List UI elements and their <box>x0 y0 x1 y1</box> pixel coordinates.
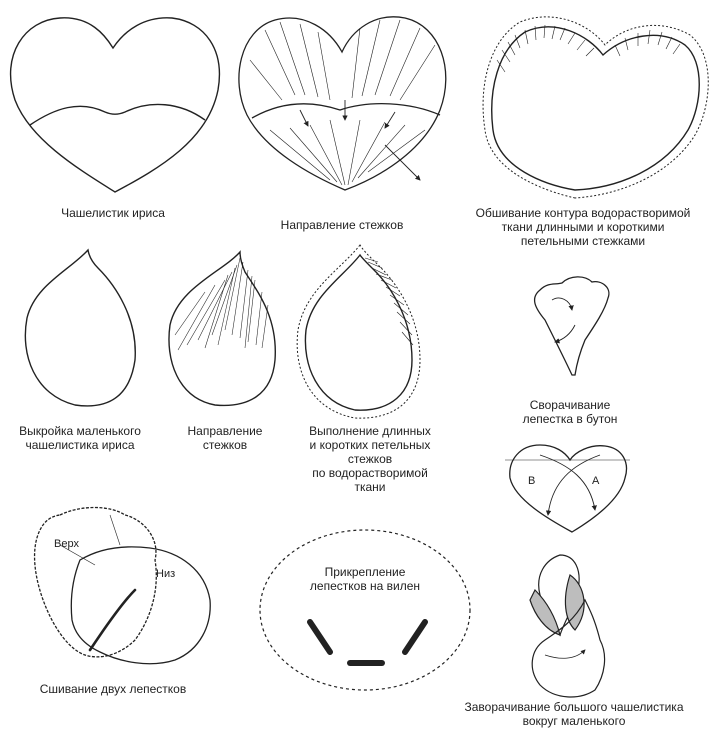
caption-attaching-petals <box>295 565 435 593</box>
label-bottom: Низ <box>156 568 176 580</box>
caption-line: Заворачивание большого чашелистика <box>464 700 684 714</box>
caption-bud-folding <box>500 398 640 426</box>
caption-line: лепестка в бутон <box>522 412 618 426</box>
caption-line: ткани длинными и короткими <box>501 220 665 234</box>
attaching-petals-oval <box>260 530 470 690</box>
caption-small-sepal-pattern <box>2 424 158 452</box>
caption-line: Направление стежков <box>280 218 404 232</box>
caption-stitch-direction-top <box>262 218 422 232</box>
iris-sepal-shape <box>11 18 220 192</box>
caption-line: стежков <box>202 438 248 452</box>
caption-line: Прикрепление <box>324 565 406 579</box>
ab-fold-heart <box>505 445 630 532</box>
small-sepal-stitch-shape <box>169 252 275 405</box>
caption-edge-overcasting <box>452 206 714 248</box>
caption-stitch-direction-small <box>170 424 280 452</box>
stitch-direction-heart <box>239 17 446 190</box>
label-top: Верх <box>54 538 79 550</box>
caption-line: ткани <box>354 480 386 494</box>
caption-line: и коротких петельных <box>309 438 431 452</box>
caption-line: Выкройка маленького <box>19 424 141 438</box>
label-a: А <box>592 475 600 487</box>
caption-buttonhole-stitches <box>292 424 448 494</box>
caption-line: лепестков на вилен <box>309 579 421 593</box>
caption-wrapping-sepal <box>432 700 716 728</box>
edge-overcast-heart <box>483 17 708 198</box>
small-sepal-pattern-shape <box>25 250 135 406</box>
caption-line: чашелистика ириса <box>25 438 135 452</box>
caption-line: Направление <box>187 424 263 438</box>
caption-sewing-two-petals <box>18 682 208 696</box>
wrapping-sepal-shape <box>530 555 605 697</box>
caption-line: Сшивание двух лепестков <box>39 682 187 696</box>
caption-line: Чашелистик ириса <box>61 206 165 220</box>
caption-line: Обшивание контура водорастворимой <box>475 206 691 220</box>
sewing-two-petals-shape <box>35 508 211 664</box>
caption-line: Выполнение длинных <box>309 424 431 438</box>
caption-line: Сворачивание <box>529 398 611 412</box>
buttonhole-stitch-shape <box>297 245 420 418</box>
caption-line: вокруг маленького <box>522 714 626 728</box>
caption-line: петельными стежками <box>520 234 646 248</box>
caption-line: по водорастворимой <box>312 466 428 480</box>
label-b: В <box>528 475 536 487</box>
caption-line: стежков <box>347 452 393 466</box>
bud-folding-shape <box>535 277 609 375</box>
caption-iris-sepal <box>38 206 188 220</box>
